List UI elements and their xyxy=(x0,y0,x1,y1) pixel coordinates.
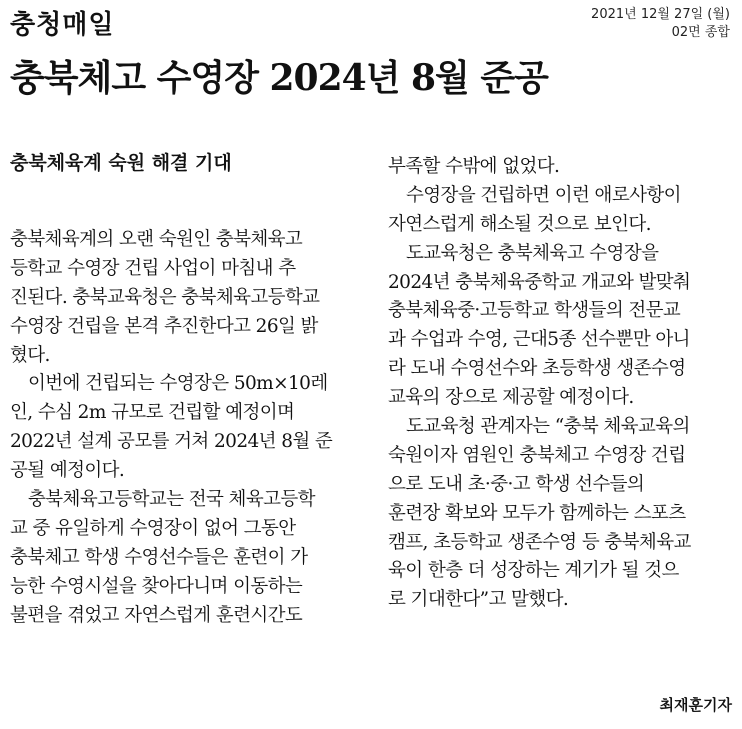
body-line: 충북체육중·고등학교 학생들의 전문교 xyxy=(388,300,681,322)
body-line: 자연스럽게 해소될 것으로 보인다. xyxy=(388,213,651,235)
body-line: 2022년 설계 공모를 거쳐 2024년 8월 준 xyxy=(10,431,333,453)
body-line: 교육의 장으로 제공할 예정이다. xyxy=(388,387,634,409)
body-line: 2024년 충북체육중학교 개교와 발맞춰 xyxy=(388,271,691,293)
body-line: 인, 수심 2m 규모로 건립할 예정이며 xyxy=(10,402,295,424)
page-section: 02면 종합 xyxy=(671,25,730,40)
body-line: 충북체고 학생 수영선수들은 훈련이 가 xyxy=(10,546,308,568)
dateline xyxy=(591,6,730,42)
byline: 최재훈기자 xyxy=(659,696,732,714)
article-subheadline: 충북체육계 숙원 해결 기대 xyxy=(10,152,232,174)
body-line: 혔다. xyxy=(10,344,50,366)
article-headline: 충북체고 수영장 2024년 8월 준공 xyxy=(10,57,548,99)
body-line: 로 기대한다”고 말했다. xyxy=(388,589,569,611)
body-line: 캠프, 초등학교 생존수영 등 충북체육교 xyxy=(388,531,691,553)
body-line: 이번에 건립되는 수영장은 50m×10레 xyxy=(28,373,328,395)
publication-date: 2021년 12월 27일 (월) xyxy=(591,7,730,22)
body-line: 불편을 겪었고 자연스럽게 훈련시간도 xyxy=(10,604,303,626)
body-line: 으로 도내 초·중·고 학생 선수들의 xyxy=(388,473,645,495)
body-line: 도교육청 관계자는 “충북 체육교육의 xyxy=(406,416,690,438)
body-line: 라 도내 수영선수와 초등학생 생존수영 xyxy=(388,358,686,380)
article-column-right xyxy=(388,153,734,615)
body-line: 충북체육계의 오랜 숙원인 충북체육고 xyxy=(10,229,303,250)
body-line: 충북체육고등학교는 전국 체육고등학 xyxy=(28,489,315,511)
body-line: 진된다. 충북교육청은 충북체육고등학교 xyxy=(10,286,320,308)
body-line: 훈련장 확보와 모두가 함께하는 스포츠 xyxy=(388,502,686,524)
masthead: 충청매일 xyxy=(10,10,115,40)
body-line: 도교육청은 충북체육고 수영장을 xyxy=(406,242,659,264)
body-line: 능한 수영시설을 찾아다니며 이동하는 xyxy=(10,575,303,597)
body-line: 수영장 건립을 본격 추진한다고 26일 밝 xyxy=(10,315,318,337)
body-line: 육이 한층 더 성장하는 계기가 될 것으 xyxy=(388,560,679,582)
body-line: 교 중 유일하게 수영장이 없어 그동안 xyxy=(10,517,296,539)
body-line: 부족할 수밖에 없었다. xyxy=(388,156,560,177)
body-line: 수영장을 건립하면 이런 애로사항이 xyxy=(406,184,681,206)
body-line: 공될 예정이다. xyxy=(10,460,125,482)
article-column-left xyxy=(10,226,362,630)
body-line: 숙원이자 염원인 충북체고 수영장 건립 xyxy=(388,444,686,466)
body-line: 과 수업과 수영, 근대5종 선수뿐만 아니 xyxy=(388,329,690,351)
body-line: 등학교 수영장 건립 사업이 마침내 추 xyxy=(10,257,296,279)
